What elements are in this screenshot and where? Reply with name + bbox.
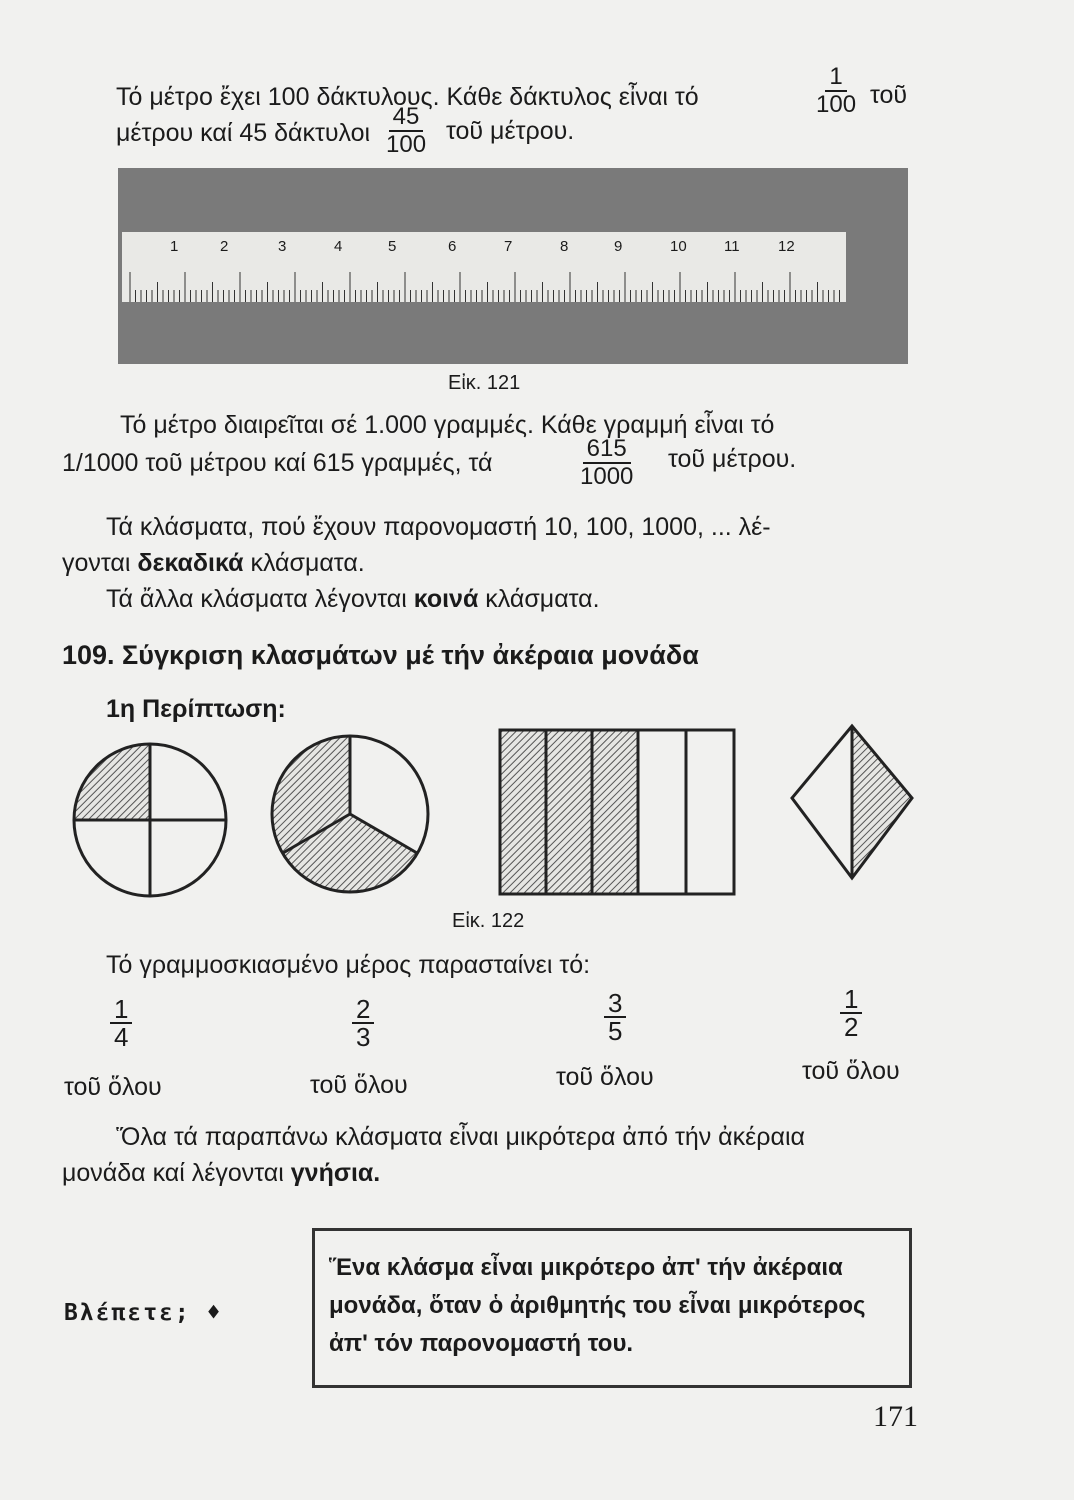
- shaded-intro: Τό γραμμοσκιασμένο μέρος παρασταίνει τό:: [106, 951, 591, 979]
- fraction-denominator: 100: [816, 91, 857, 118]
- fraction-denominator: 3: [356, 1022, 371, 1052]
- circle-quarters: [74, 744, 226, 896]
- whole-label: τοῦ ὅλου: [802, 1057, 900, 1085]
- ruler-label: 10: [670, 238, 687, 255]
- case-label: 1η Περίπτωση:: [106, 695, 286, 723]
- fraction-numerator: 3: [604, 990, 626, 1018]
- para3-line1: Τά κλάσματα, πού ἔχουν παρονομαστή 10, 100, 1000, ... λέ-: [106, 513, 771, 541]
- term-common: κοινά: [413, 585, 479, 613]
- para3-line3: [106, 584, 600, 614]
- ruler-label: 2: [220, 238, 229, 255]
- ruler-label: 7: [504, 238, 513, 255]
- figure-122: [60, 720, 930, 920]
- para4-line1: Ὅλα τά παραπάνω κλάσματα εἶναι μικρότερα ἀπό τήν ἀκέραια: [116, 1123, 805, 1151]
- ruler-label: 11: [724, 238, 740, 255]
- rectangle-fifths: [500, 730, 734, 894]
- fraction-numerator: 615: [583, 436, 631, 464]
- fraction-denominator: 1000: [580, 463, 634, 490]
- ruler-label: 3: [278, 238, 287, 255]
- ruler-strip: [122, 232, 846, 302]
- ruler-label: 9: [614, 238, 623, 255]
- ruler-label: 12: [778, 238, 795, 255]
- fraction-1-2: [840, 986, 862, 1040]
- whole-label: τοῦ ὅλου: [310, 1071, 408, 1099]
- para3-line2: [62, 548, 365, 578]
- figure-121-caption: Εἰκ. 121: [448, 372, 521, 394]
- text: κλάσματα.: [250, 549, 365, 577]
- ruler-label: 5: [388, 238, 397, 255]
- ruler-label: 1: [170, 238, 179, 255]
- section-heading: 109. Σύγκριση κλασμάτων μέ τήν ἀκέραια μονάδα: [62, 640, 699, 670]
- vlepete-label: Βλέπετε; ♦: [64, 1300, 223, 1326]
- circle-thirds: [272, 736, 428, 892]
- para2-line2-end: τοῦ μέτρου.: [668, 445, 797, 473]
- diamond-halves: [792, 726, 912, 878]
- ruler-label: 6: [448, 238, 457, 255]
- para4-line2: [62, 1158, 380, 1188]
- page-number: 171: [873, 1400, 918, 1433]
- fraction-numerator: 45: [389, 104, 424, 132]
- fraction-denominator: 100: [386, 131, 427, 158]
- fraction-1-100: [812, 64, 860, 118]
- fraction-615-1000: [576, 436, 637, 490]
- rule-box: [312, 1228, 912, 1388]
- text: Τά ἄλλα κλάσματα λέγονται: [106, 585, 407, 613]
- fraction-45-100: [382, 104, 430, 158]
- term-proper: γνήσια.: [290, 1159, 381, 1187]
- text: γονται: [62, 549, 131, 577]
- rule-text: Ἕνα κλάσμα εἶναι μικρότερο ἀπ' τήν ἀκέραια μονάδα, ὅταν ὁ ἀριθμητής του εἶναι μικρότερος ἀπ' τόν παρονομαστή του.: [329, 1254, 866, 1357]
- figure-122-caption: Εἰκ. 122: [452, 910, 525, 932]
- fraction-denominator: 4: [114, 1022, 129, 1052]
- fraction-denominator: 5: [608, 1016, 623, 1046]
- para1-line1-end: τοῦ: [870, 81, 908, 109]
- fraction-denominator: 2: [844, 1012, 859, 1042]
- fraction-numerator: 1: [840, 986, 862, 1014]
- para2-line1: Τό μέτρο διαιρεῖται σέ 1.000 γραμμές. Κάθε γραμμή εἶναι τό: [120, 411, 775, 439]
- para2-line2: 1/1000 τοῦ μέτρου καί 615 γραμμές, τά: [62, 449, 493, 477]
- term-decimal: δεκαδικά: [137, 549, 244, 577]
- ruler-label: 4: [334, 238, 343, 255]
- text: μονάδα καί λέγονται: [62, 1159, 284, 1187]
- fraction-numerator: 1: [825, 64, 846, 92]
- fraction-1-4: [110, 996, 132, 1050]
- fraction-numerator: 1: [110, 996, 132, 1024]
- fraction-numerator: 2: [352, 996, 374, 1024]
- para1-line2: μέτρου καί 45 δάκτυλοι: [116, 119, 371, 147]
- text: κλάσματα.: [485, 585, 600, 613]
- fraction-3-5: [604, 990, 626, 1044]
- ruler-label: 8: [560, 238, 569, 255]
- ruler-figure: [118, 168, 908, 364]
- fraction-2-3: [352, 996, 374, 1050]
- para1-line1: Τό μέτρο ἔχει 100 δάκτυλους. Κάθε δάκτυλος εἶναι τό: [116, 83, 699, 111]
- whole-label: τοῦ ὅλου: [556, 1063, 654, 1091]
- para1-line2-end: τοῦ μέτρου.: [446, 117, 575, 145]
- whole-label: τοῦ ὅλου: [64, 1073, 162, 1101]
